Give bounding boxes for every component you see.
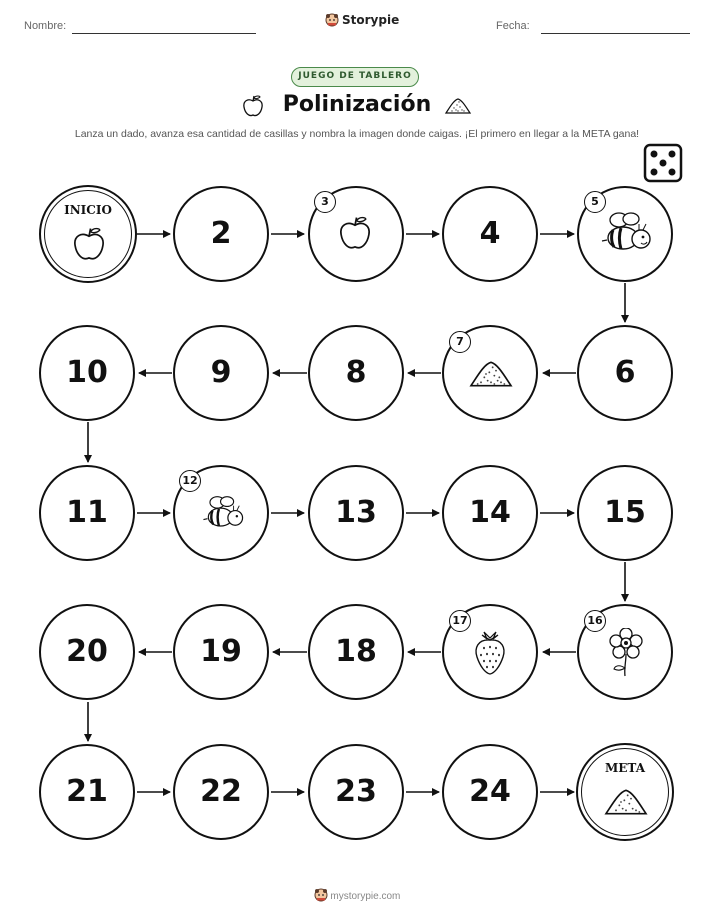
- space-badge-17: 17: [449, 610, 471, 632]
- pollen-icon: [466, 359, 516, 389]
- board-space-24[interactable]: [442, 744, 538, 840]
- flower-icon: [607, 628, 645, 678]
- space-number: 21: [66, 774, 108, 809]
- board-space-15[interactable]: [577, 465, 673, 561]
- space-badge-12: 12: [179, 470, 201, 492]
- space-number: 23: [335, 774, 377, 809]
- board-space-23[interactable]: [308, 744, 404, 840]
- pollen-icon: [602, 787, 650, 817]
- board-space-goal[interactable]: [576, 743, 674, 841]
- space-number: 6: [614, 355, 636, 390]
- name-label: Nombre:: [24, 20, 67, 32]
- storypie-mascot-icon: [314, 888, 328, 905]
- date-label: Fecha:: [496, 20, 530, 32]
- start-label: INICIO: [64, 203, 112, 217]
- space-number: 18: [335, 634, 377, 669]
- board-space-9[interactable]: [173, 325, 269, 421]
- board-space-start[interactable]: [39, 185, 137, 283]
- space-number: 15: [604, 495, 646, 530]
- space-number: 11: [66, 495, 108, 530]
- board-space-2[interactable]: [173, 186, 269, 282]
- game-type-badge: JUEGO DE TABLERO: [291, 67, 419, 87]
- board-space-14[interactable]: [442, 465, 538, 561]
- footer: [0, 888, 714, 905]
- brand-name: Storypie: [342, 13, 400, 27]
- bee-icon: [201, 493, 245, 533]
- space-number: 10: [66, 355, 108, 390]
- footer-url[interactable]: mystorypie.com: [330, 891, 401, 903]
- space-badge-5: 5: [584, 191, 606, 213]
- board-space-6[interactable]: [577, 325, 673, 421]
- space-number: 13: [335, 495, 377, 530]
- board-space-20[interactable]: [39, 604, 135, 700]
- space-badge-3: 3: [314, 191, 336, 213]
- apple-icon: [338, 214, 372, 252]
- space-number: 2: [210, 216, 232, 251]
- space-number: 14: [469, 495, 511, 530]
- board-space-22[interactable]: [173, 744, 269, 840]
- instructions: Lanza un dado, avanza esa cantidad de casillas y nombra la imagen donde caigas. ¡El primero en llegar a la META gana!: [74, 128, 640, 140]
- board-space-19[interactable]: [173, 604, 269, 700]
- board-space-11[interactable]: [39, 465, 135, 561]
- board-space-4[interactable]: [442, 186, 538, 282]
- board-space-8[interactable]: [308, 325, 404, 421]
- space-number: 22: [200, 774, 242, 809]
- board-space-21[interactable]: [39, 744, 135, 840]
- apple-icon: [72, 225, 106, 263]
- space-badge-16: 16: [584, 610, 606, 632]
- page-title: Polinización: [282, 92, 432, 117]
- space-number: 24: [469, 774, 511, 809]
- board-space-10[interactable]: [39, 325, 135, 421]
- board-space-18[interactable]: [308, 604, 404, 700]
- space-number: 8: [345, 355, 367, 390]
- space-number: 9: [210, 355, 232, 390]
- strawberry-icon: [472, 630, 508, 676]
- board-space-13[interactable]: [308, 465, 404, 561]
- space-number: 19: [200, 634, 242, 669]
- bee-icon: [599, 210, 653, 256]
- space-number: 20: [66, 634, 108, 669]
- space-number: 4: [479, 216, 501, 251]
- space-badge-7: 7: [449, 331, 471, 353]
- goal-label: META: [604, 761, 645, 775]
